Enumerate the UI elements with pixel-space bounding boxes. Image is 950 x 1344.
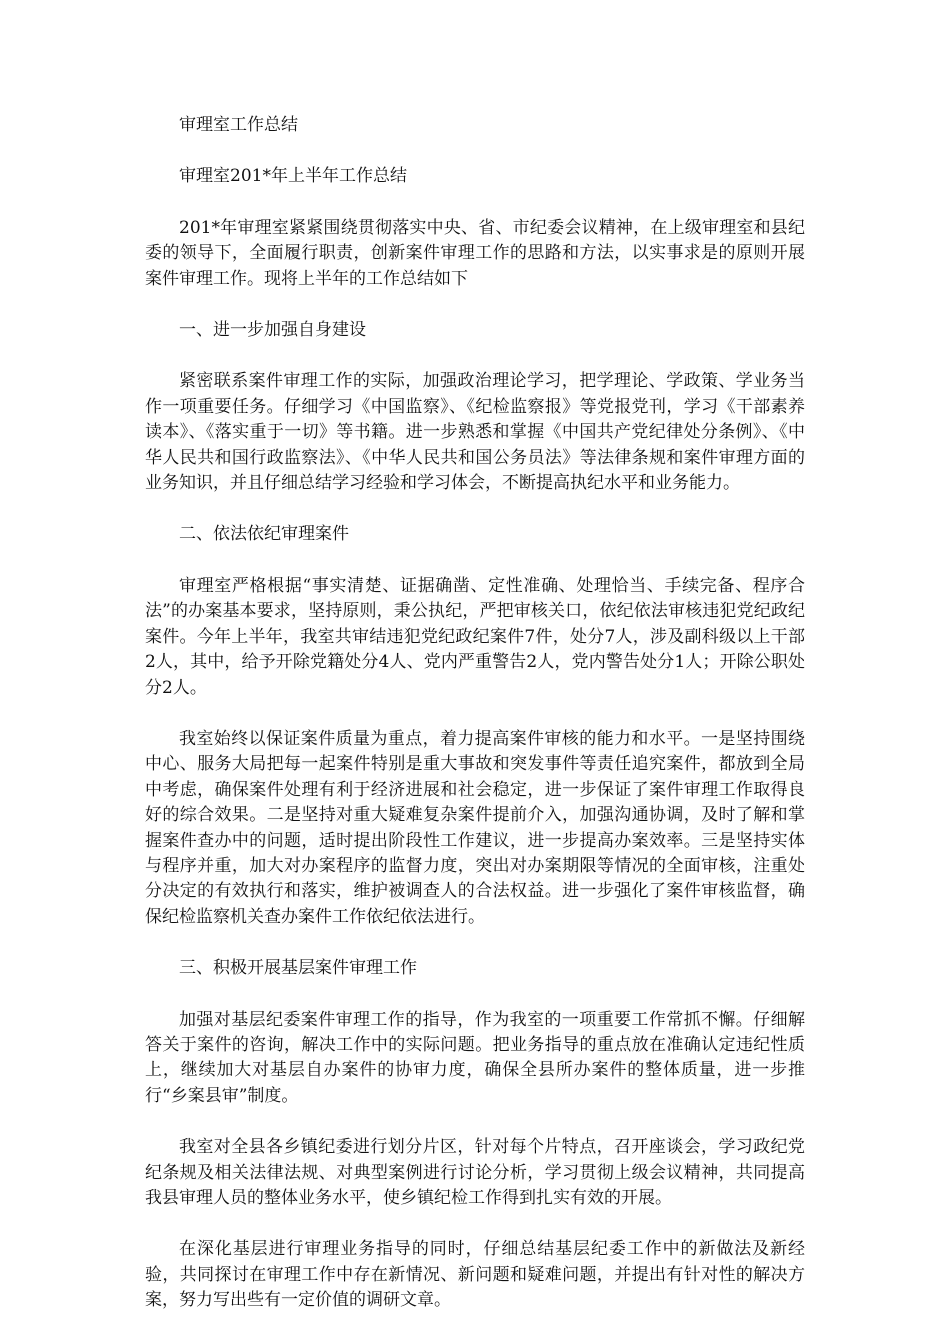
section-3-paragraph-3: 在深化基层进行审理业务指导的同时，仔细总结基层纪委工作中的新做法及新经验，共同探讨在审理工作中存在新情况、新问题和疑难问题，并提出有针对性的解决方案，努力写出些有一定价值的调研文章。	[145, 1239, 805, 1311]
section-2-paragraph-2: 我室始终以保证案件质量为重点，着力提高案件审核的能力和水平。一是坚持围绕中心、服务大局把每一起案件特别是重大事故和突发事件等责任追究案件，都放到全局中考虑，确保案件处理有利于经济进展和社会稳定，进一步保证了案件审理工作取得良好的综合效果。二是坚持对重大疑难复杂案件提前介入，加强沟通协调，及时了解和掌握案件查办中的问题，适时提出阶段性工作建议，进一步提高办案效率。三是坚持实体与程序并重，加大对办案程序的监督力度，突出对办案期限等情况的全面审核，注重处分决定的有效执行和落实，维护被调查人的合法权益。进一步强化了案件审核监督，确保纪检监察机关查办案件工作依纪依法进行。	[145, 728, 805, 927]
section-3-paragraph-1: 加强对基层纪委案件审理工作的指导，作为我室的一项重要工作常抓不懈。仔细解答关于案件的咨询，解决工作中的实际问题。把业务指导的重点放在准确认定违纪性质上，继续加大对基层自办案件的协审力度，确保全县所办案件的整体质量，进一步推行“乡案县审”制度。	[145, 1009, 805, 1106]
section-1-paragraph: 紧密联系案件审理工作的实际，加强政治理论学习，把学理论、学政策、学业务当作一项重要任务。仔细学习《中国监察》、《纪检监察报》等党报党刊，学习《干部素养读本》、《落实重于一切》等书籍。进一步熟悉和掌握《中国共产党纪律处分条例》、《中华人民共和国行政监察法》、《中华人民共和国公务员法》等法律条规和案件审理方面的业务知识，并且仔细总结学习经验和学习体会，不断提高执纪水平和业务能力。	[145, 371, 805, 494]
section-2-paragraph-1: 审理室严格根据“事实清楚、证据确凿、定性准确、处理恰当、手续完备、程序合法”的办案基本要求，坚持原则，秉公执纪，严把审核关口，依纪依法审核违犯党纪政纪案件。今年上半年，我室共审结违犯党纪政纪案件7件，处分7人，涉及副科级以上干部2人，其中，给予开除党籍处分4人、党内严重警告2人，党内警告处分1人；开除公职处分2人。	[145, 575, 805, 698]
section-3-paragraph-2: 我室对全县各乡镇纪委进行划分片区，针对每个片特点，召开座谈会，学习政纪党纪条规及相关法律法规、对典型案例进行讨论分析，学习贯彻上级会议精神，共同提高我县审理人员的整体业务水平，使乡镇纪检工作得到扎实有效的开展。	[145, 1137, 805, 1208]
section-heading-1: 一、进一步加强自身建设	[179, 320, 366, 341]
section-heading-3: 三、积极开展基层案件审理工作	[179, 958, 417, 979]
intro-paragraph: 201*年审理室紧紧围绕贯彻落实中央、省、市纪委会议精神，在上级审理室和县纪委的领导下，全面履行职责，创新案件审理工作的思路和方法，以实事求是的原则开展案件审理工作。现将上半年的工作总结如下	[145, 217, 805, 289]
document-title: 审理室工作总结	[179, 115, 298, 135]
section-heading-2: 二、依法依纪审理案件	[179, 524, 349, 545]
document-subtitle: 审理室201*年上半年工作总结	[179, 166, 407, 187]
document-page	[145, 113, 805, 1340]
